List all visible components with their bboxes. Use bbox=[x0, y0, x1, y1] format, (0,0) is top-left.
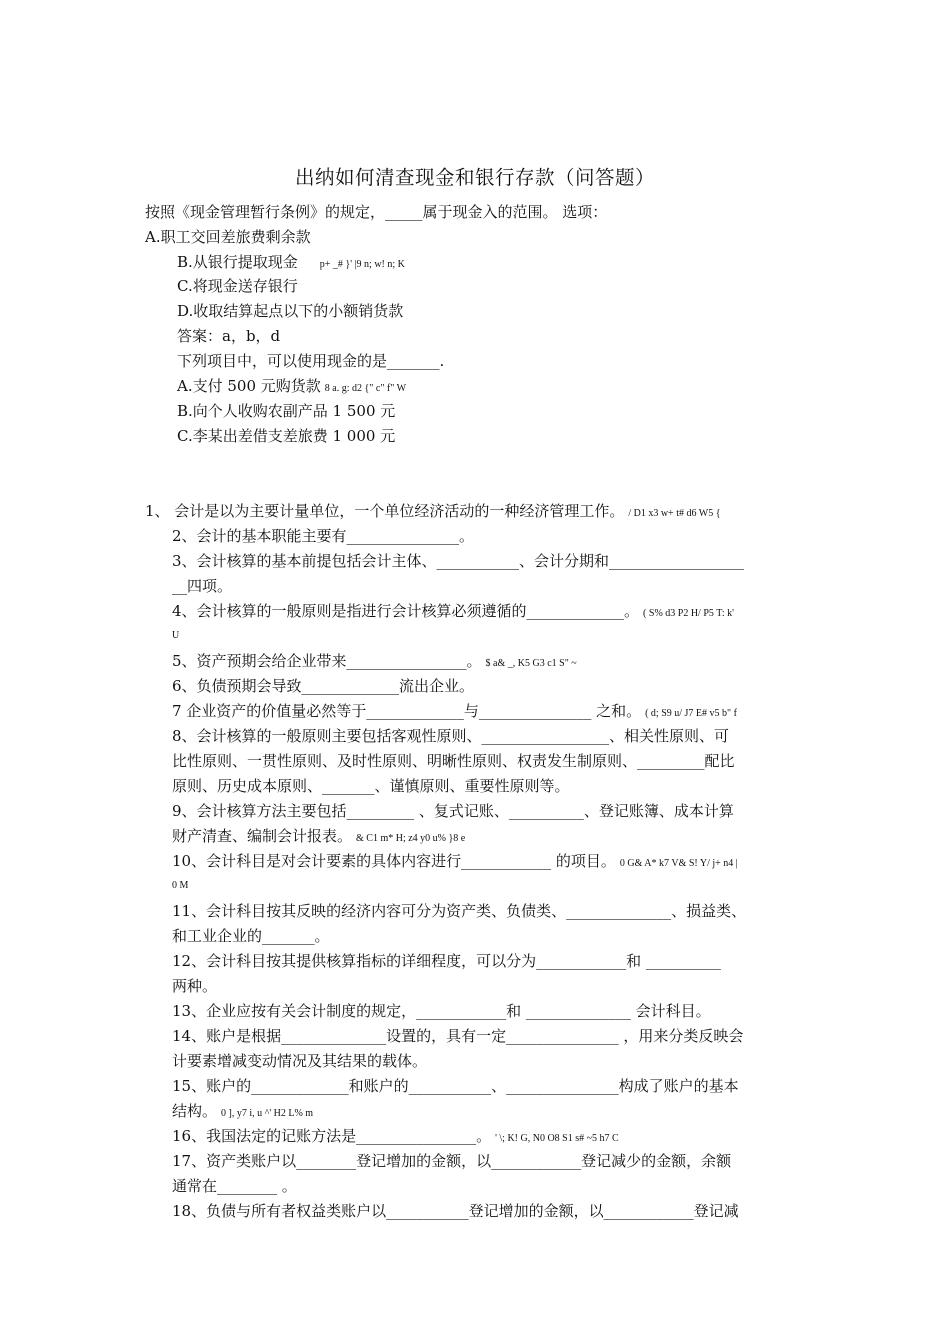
question-12-line-2: 两种。 bbox=[172, 977, 218, 995]
question-12-line-1: 12、会计科目按其提供核算指标的详细程度，可以分为____________和 __________ bbox=[172, 952, 721, 970]
question-13: 13、企业应按有关会计制度的规定，____________和 ______________ 会计科目。 bbox=[172, 1002, 711, 1020]
option-a-text: A.支付 500 元购货款 bbox=[177, 377, 321, 395]
noise-text: / D1 x3 w+ t# d6 W5 { bbox=[628, 508, 721, 519]
question-15-line-1: 15、账户的_____________和账户的___________、_______________构成了账户的基本 bbox=[172, 1077, 739, 1095]
noise-text: $ a& _, K5 G3 c1 S" ~ bbox=[485, 658, 577, 669]
question-11-line-2: 和工业企业的_______。 bbox=[172, 927, 330, 945]
question-6: 6、负债预期会导致_____________流出企业。 bbox=[172, 677, 475, 695]
intro-q1-option-d: D.收取结算起点以下的小额销货款 bbox=[177, 302, 404, 320]
intro-q1-option-c: C.将现金送存银行 bbox=[177, 277, 298, 295]
question-16 bbox=[172, 1126, 619, 1149]
noise-text: ( S% d3 P2 H/ P5 T: k' bbox=[643, 608, 734, 619]
question-3-line-2: __四项。 bbox=[172, 577, 233, 595]
question-14-line-1: 14、账户是根据______________设置的，具有一定_______________ ，用来分类反映会 bbox=[172, 1027, 744, 1045]
noise-text: & C1 m* H; z4 y0 u% }8 e bbox=[356, 833, 466, 844]
noise-text: p+ _# }' |9 n; w! n; K bbox=[319, 259, 405, 270]
question-4-line-2: U bbox=[172, 630, 180, 641]
intro-q2-option-a bbox=[177, 376, 406, 399]
question-18-line-1: 18、负债与所有者权益类账户以___________登记增加的金额，以____________登记减 bbox=[172, 1202, 739, 1220]
question-5 bbox=[172, 651, 577, 674]
question-15-line-2 bbox=[172, 1101, 313, 1124]
noise-text: ' \; K! G, N0 O8 S1 s# ~5 h7 C bbox=[495, 1133, 619, 1144]
question-17-line-2: 通常在________ 。 bbox=[172, 1177, 297, 1195]
document-title: 出纳如何清查现金和银行存款（问答题） bbox=[294, 166, 655, 189]
intro-q1-option-a: A.职工交回差旅费剩余款 bbox=[145, 228, 311, 246]
question-text: 16、我国法定的记账方法是________________。 bbox=[172, 1127, 492, 1145]
question-14-line-2: 计要素增减变动情况及其结果的载体。 bbox=[172, 1052, 428, 1070]
question-1 bbox=[145, 501, 721, 524]
question-17-line-1: 17、资产类账户以________登记增加的金额，以____________登记减少的金额，余额 bbox=[172, 1152, 732, 1170]
question-text: 10、会计科目是对会计要素的具体内容进行____________ 的项目。 bbox=[172, 852, 616, 870]
noise-text: 0 G& A* k7 V& S! Y/ j+ n4 | bbox=[619, 858, 738, 869]
question-4-line-1 bbox=[172, 601, 734, 624]
question-10-line-2: 0 M bbox=[172, 880, 189, 891]
intro-question-1: 按照《现金管理暂行条例》的规定，_____属于现金入的范围。 选项： bbox=[145, 203, 608, 221]
intro-q1-answer: 答案：a，b，d bbox=[177, 327, 281, 345]
question-11-line-1: 11、会计科目按其反映的经济内容可分为资产类、负债类、______________、损益类、 bbox=[172, 902, 747, 920]
intro-q2-option-c: C.李某出差借支差旅费 1 000 元 bbox=[177, 427, 396, 445]
noise-text: 8 a. g: d2 {" c" f" W bbox=[324, 383, 407, 394]
question-text: 1、 会计是以为主要计量单位，一个单位经济活动的一种经济管理工作。 bbox=[145, 502, 625, 520]
question-9-line-2 bbox=[172, 826, 465, 849]
question-text: 4、会计核算的一般原则是指进行会计核算必须遵循的_____________。 bbox=[172, 602, 640, 620]
question-10-line-1 bbox=[172, 851, 738, 874]
question-3-line-1: 3、会计核算的基本前提包括会计主体、___________、会计分期和__________________ bbox=[172, 552, 745, 570]
noise-text: 0 ], y7 i, u ^' H2 L% m bbox=[221, 1108, 314, 1119]
question-text: 7 企业资产的价值量必然等于_____________与_______________ 之和。 bbox=[172, 702, 642, 720]
question-8-line-2: 比性原则、一贯性原则、及时性原则、明晰性原则、权责发生制原则、_________配比 bbox=[172, 752, 735, 770]
option-b-text: B.从银行提取现金 bbox=[177, 253, 298, 271]
question-text: 财产清查、编制会计报表。 bbox=[172, 827, 353, 845]
question-7 bbox=[172, 701, 737, 724]
question-8-line-1: 8、会计核算的一般原则主要包括客观性原则、_________________、相关性原则、可 bbox=[172, 727, 730, 745]
question-2: 2、会计的基本职能主要有_______________。 bbox=[172, 527, 475, 545]
question-9-line-1: 9、会计核算方法主要包括_________ 、复式记账、__________、登记账簿、成本计算 bbox=[172, 802, 734, 820]
question-8-line-3: 原则、历史成本原则、_______、谨慎原则、重要性原则等。 bbox=[172, 777, 570, 795]
intro-question-2: 下列项目中，可以使用现金的是_______. bbox=[177, 352, 445, 370]
question-text: 结构。 bbox=[172, 1102, 218, 1120]
noise-text: ( d; S9 u/ J7 E# v5 b" f bbox=[645, 708, 737, 719]
intro-q1-option-b bbox=[177, 252, 405, 275]
question-text: 5、资产预期会给企业带来________________。 bbox=[172, 652, 482, 670]
intro-q2-option-b: B.向个人收购农副产品 1 500 元 bbox=[177, 402, 396, 420]
